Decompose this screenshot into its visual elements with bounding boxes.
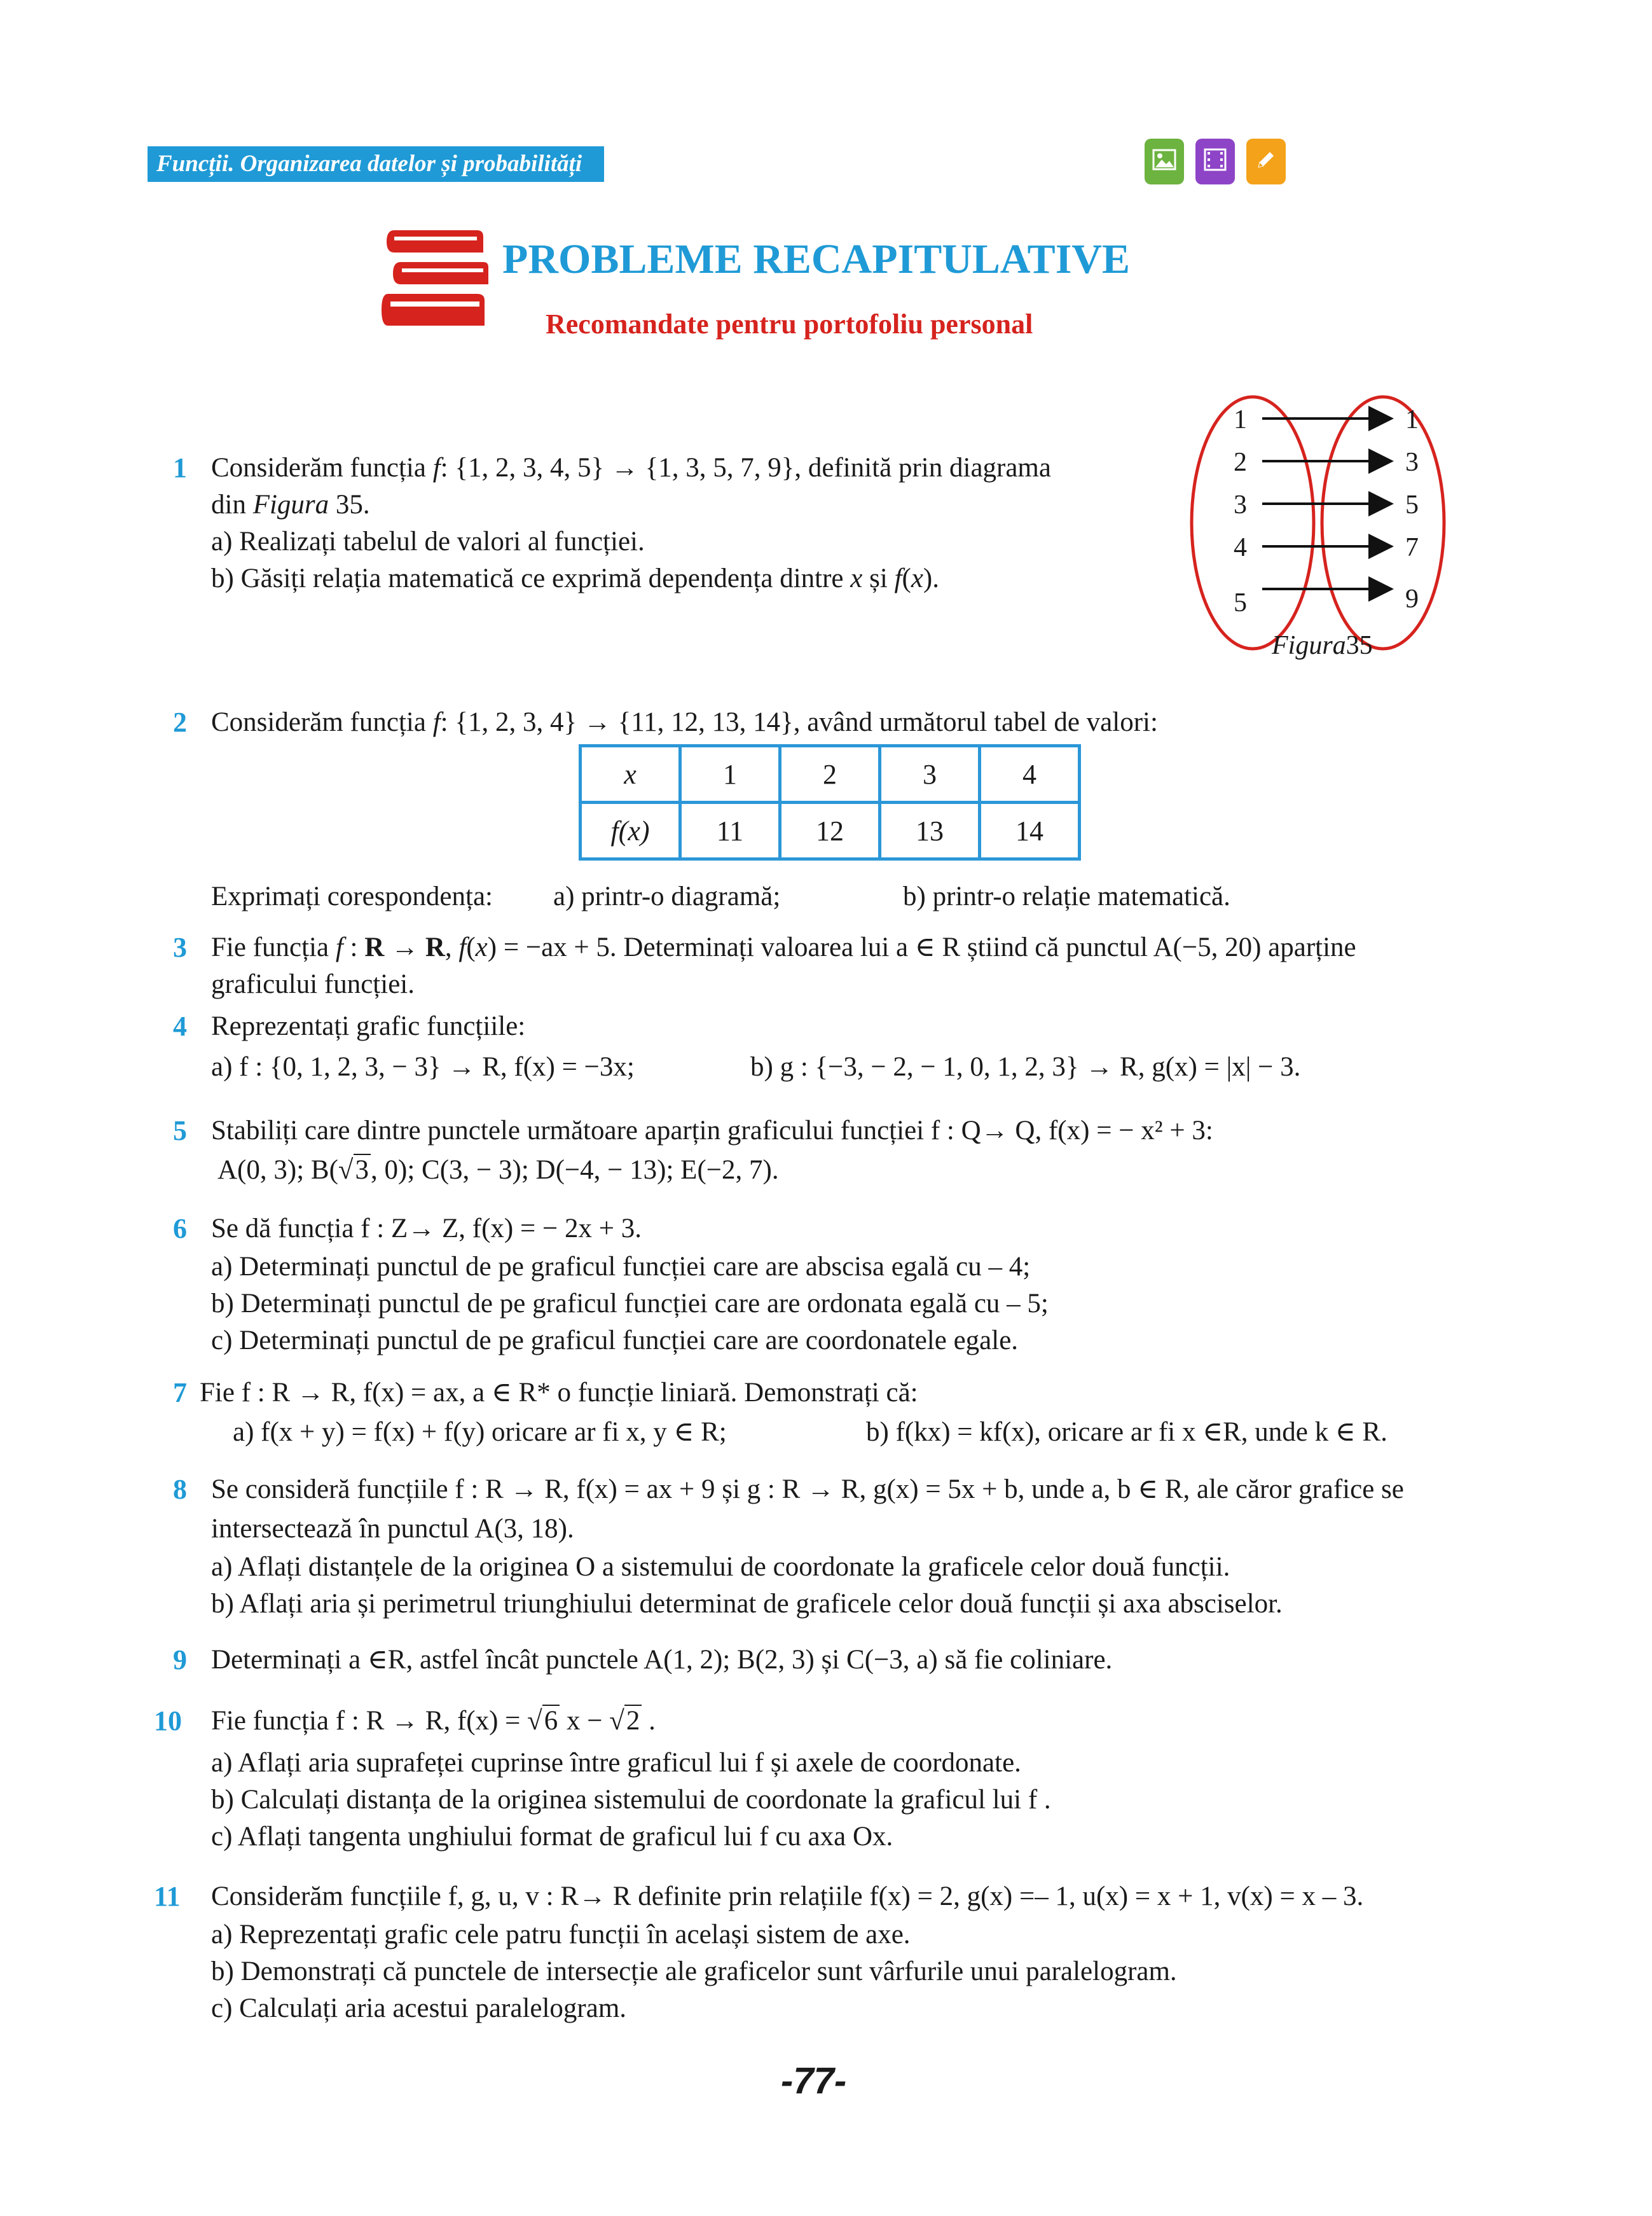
- domain-value: 1: [1234, 405, 1247, 434]
- problem-10-a: a) Aflați aria suprafeței cuprinse între graficul lui f și axele de coordonate.: [211, 1748, 1021, 1778]
- video-icon[interactable]: [1195, 139, 1235, 184]
- problem-3-line2: graficului funcției.: [211, 969, 415, 999]
- problem-number: 10: [154, 1705, 182, 1736]
- values-table: [579, 744, 1081, 861]
- problem-3-statement: Fie funcția f : R → R, f(x) = −ax + 5. Determinați valoarea lui a ∈ R știind că punctul A(−5, 20) aparține: [211, 932, 1356, 962]
- problem-7-b: b) f(kx) = kf(x), oricare ar fi x ∈R, unde k ∈ R.: [866, 1417, 1387, 1447]
- page-title: PROBLEME RECAPITULATIVE: [502, 236, 1131, 282]
- problem-1-a: a) Realizați tabelul de valori al funcției.: [211, 527, 645, 557]
- codomain-value: 9: [1405, 585, 1419, 614]
- problem-10-c: c) Aflați tangenta unghiului format de graficul lui f cu axa Ox.: [211, 1822, 893, 1852]
- problem-4-statement: Reprezentați grafic funcțiile:: [211, 1011, 526, 1041]
- problem-7-a: a) f(x + y) = f(x) + f(y) oricare ar fi x, y ∈ R;: [233, 1417, 727, 1447]
- problem-6-statement: Se dă funcția f : Z→ Z, f(x) = − 2x + 3.: [211, 1214, 642, 1243]
- problem-number: 4: [173, 1011, 187, 1042]
- problem-1-line2: din Figura 35.: [211, 490, 370, 520]
- problem-number: 8: [173, 1474, 187, 1505]
- domain-value: 2: [1234, 448, 1247, 477]
- problem-number: 2: [173, 707, 187, 738]
- domain-value: 5: [1234, 588, 1247, 618]
- problem-5-points: A(0, 3); B(√3, 0); C(3, − 3); D(−4, − 13); E(−2, 7).: [217, 1155, 779, 1185]
- problem-4-a: a) f : {0, 1, 2, 3, − 3} → R, f(x) = −3x;: [211, 1052, 635, 1082]
- problem-10-statement: Fie funcția f : R → R, f(x) = √6 x − √2 .: [211, 1706, 656, 1736]
- problem-number: 5: [173, 1115, 187, 1146]
- problem-number: 9: [173, 1644, 187, 1675]
- problem-2-a: a) printr-o diagramă;: [553, 882, 781, 911]
- codomain-value: 1: [1405, 405, 1419, 434]
- table-cell: 12: [780, 803, 880, 859]
- problem-1-b: b) Găsiți relația matematică ce exprimă dependența dintre x și f(x).: [211, 564, 939, 593]
- problem-11-statement: Considerăm funcțiile f, g, u, v : R→ R definite prin relațiile f(x) = 2, g(x) =– 1, u(x) = x + 1, v(x) = x – 3.: [211, 1881, 1364, 1911]
- table-row: [581, 803, 1080, 859]
- table-cell: 4: [980, 746, 1080, 803]
- problem-number: 11: [154, 1881, 181, 1912]
- table-cell: 11: [680, 803, 780, 859]
- problem-6-a: a) Determinați punctul de pe graficul funcției care are abscisa egală cu – 4;: [211, 1252, 1031, 1282]
- chapter-tag: Funcții. Organizarea datelor și probabilități: [148, 146, 604, 182]
- problem-7-statement: Fie f : R → R, f(x) = ax, a ∈ R* o funcție liniară. Demonstrați că:: [200, 1378, 918, 1408]
- domain-value: 4: [1234, 533, 1247, 562]
- table-cell: f(x): [581, 803, 680, 859]
- problem-4-b: b) g : {−3, − 2, − 1, 0, 1, 2, 3} → R, g(x) = |x| − 3.: [750, 1052, 1301, 1082]
- problem-number: 1: [173, 452, 187, 483]
- table-row: [581, 746, 1080, 803]
- domain-value: 3: [1234, 490, 1247, 520]
- problem-11-b: b) Demonstrați că punctele de intersecție ale graficelor sunt vârfurile unui paralelogram.: [211, 1956, 1177, 1986]
- figure-caption: Figura35: [1272, 631, 1373, 660]
- problem-6-b: b) Determinați punctul de pe graficul funcției care are ordonata egală cu – 5;: [211, 1289, 1049, 1319]
- pencil-icon[interactable]: [1246, 139, 1286, 184]
- books-icon: [382, 224, 490, 338]
- codomain-value: 7: [1405, 533, 1419, 562]
- problem-number: 6: [173, 1213, 187, 1244]
- problem-9-statement: Determinați a ∈R, astfel încât punctele A(1, 2); B(2, 3) și C(−3, a) să fie coliniare.: [211, 1645, 1113, 1675]
- page-subtitle: Recomandate pentru portofoliu personal: [546, 308, 1033, 340]
- codomain-ellipse: [1322, 397, 1444, 649]
- table-cell: 1: [680, 746, 780, 803]
- problem-8-line2: intersectează în punctul A(3, 18).: [211, 1514, 574, 1544]
- codomain-value: 5: [1405, 490, 1419, 520]
- table-cell: x: [581, 746, 680, 803]
- problem-2-express: Exprimați corespondența:: [211, 882, 493, 911]
- problem-5-statement: Stabiliți care dintre punctele următoare aparțin graficului funcției f : Q→ Q, f(x) = − x² + 3:: [211, 1116, 1213, 1146]
- problem-number: 3: [173, 932, 187, 963]
- problem-6-c: c) Determinați punctul de pe graficul funcției care are coordonatele egale.: [211, 1326, 1019, 1355]
- table-cell: 2: [780, 746, 880, 803]
- domain-ellipse: [1192, 397, 1314, 649]
- problem-11-c: c) Calculați aria acestui paralelogram.: [211, 1993, 627, 2023]
- image-icon[interactable]: [1145, 139, 1184, 184]
- table-cell: 13: [880, 803, 980, 859]
- problem-11-a: a) Reprezentați grafic cele patru funcții în același sistem de axe.: [211, 1920, 911, 1949]
- problem-8-a: a) Aflați distanțele de la originea O a sistemului de coordonate la graficele celor două funcții.: [211, 1552, 1230, 1582]
- problem-2-b: b) printr-o relație matematică.: [903, 882, 1230, 911]
- problem-2-statement: Considerăm funcția f: {1, 2, 3, 4} → {11, 12, 13, 14}, având următorul tabel de valori:: [211, 707, 1158, 737]
- problem-10-b: b) Calculați distanța de la originea sistemului de coordonate la graficul lui f .: [211, 1785, 1051, 1815]
- problem-8-b: b) Aflați aria și perimetrul triunghiului determinat de graficele celor două funcții și axa absciselor.: [211, 1589, 1283, 1619]
- table-cell: 3: [880, 746, 980, 803]
- page-number: -77-: [781, 2060, 847, 2102]
- problem-1-statement: Considerăm funcția f: {1, 2, 3, 4, 5} → {1, 3, 5, 7, 9}, definită prin diagrama: [211, 453, 1051, 483]
- table-cell: 14: [980, 803, 1080, 859]
- problem-number: 7: [173, 1377, 187, 1408]
- codomain-value: 3: [1405, 448, 1419, 477]
- problem-8-statement: Se consideră funcțiile f : R → R, f(x) = ax + 9 și g : R → R, g(x) = 5x + b, unde a, b ∈ R, ale căror grafice se: [211, 1474, 1404, 1504]
